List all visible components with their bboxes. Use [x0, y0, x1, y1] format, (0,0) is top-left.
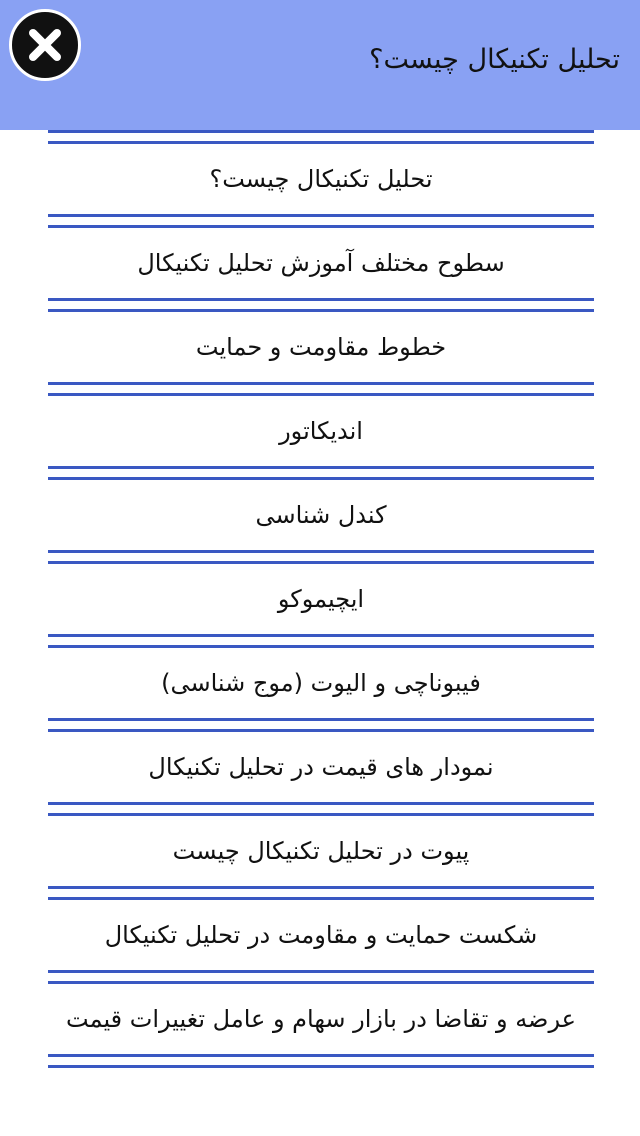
menu-item-candlestick[interactable]: کندل شناسی	[255, 500, 387, 529]
menu-item-what-is-technical-analysis[interactable]: تحلیل تکنیکال چیست؟	[209, 164, 433, 193]
divider	[48, 466, 594, 480]
page-title: تحلیل تکنیکال چیست؟	[369, 44, 620, 75]
divider	[48, 970, 594, 984]
divider	[48, 550, 594, 564]
menu-item-learning-levels[interactable]: سطوح مختلف آموزش تحلیل تکنیکال	[137, 248, 505, 277]
divider	[48, 886, 594, 900]
divider	[48, 1054, 594, 1068]
menu-item-breakout[interactable]: شکست حمایت و مقاومت در تحلیل تکنیکال	[104, 920, 538, 949]
divider	[48, 130, 594, 144]
menu-item-price-charts[interactable]: نمودار های قیمت در تحلیل تکنیکال	[148, 752, 494, 781]
menu-item-ichimoku[interactable]: ایچیموکو	[277, 584, 365, 613]
close-button[interactable]	[9, 9, 81, 81]
close-icon	[12, 12, 78, 78]
menu-item-supply-demand[interactable]: عرضه و تقاضا در بازار سهام و عامل تغییرات قیمت	[66, 1004, 576, 1033]
divider	[48, 214, 594, 228]
divider	[48, 802, 594, 816]
menu-item-indicator[interactable]: اندیکاتور	[279, 416, 363, 445]
divider	[48, 634, 594, 648]
divider	[48, 382, 594, 396]
divider	[48, 718, 594, 732]
topic-menu	[48, 130, 594, 1068]
menu-item-fibonacci-elliott[interactable]: فیبوناچی و الیوت (موج شناسی)	[161, 668, 481, 697]
menu-item-support-resistance-lines[interactable]: خطوط مقاومت و حمایت	[195, 332, 447, 361]
divider	[48, 298, 594, 312]
menu-item-pivot[interactable]: پیوت در تحلیل تکنیکال چیست	[172, 836, 470, 865]
header-bar	[0, 0, 640, 130]
